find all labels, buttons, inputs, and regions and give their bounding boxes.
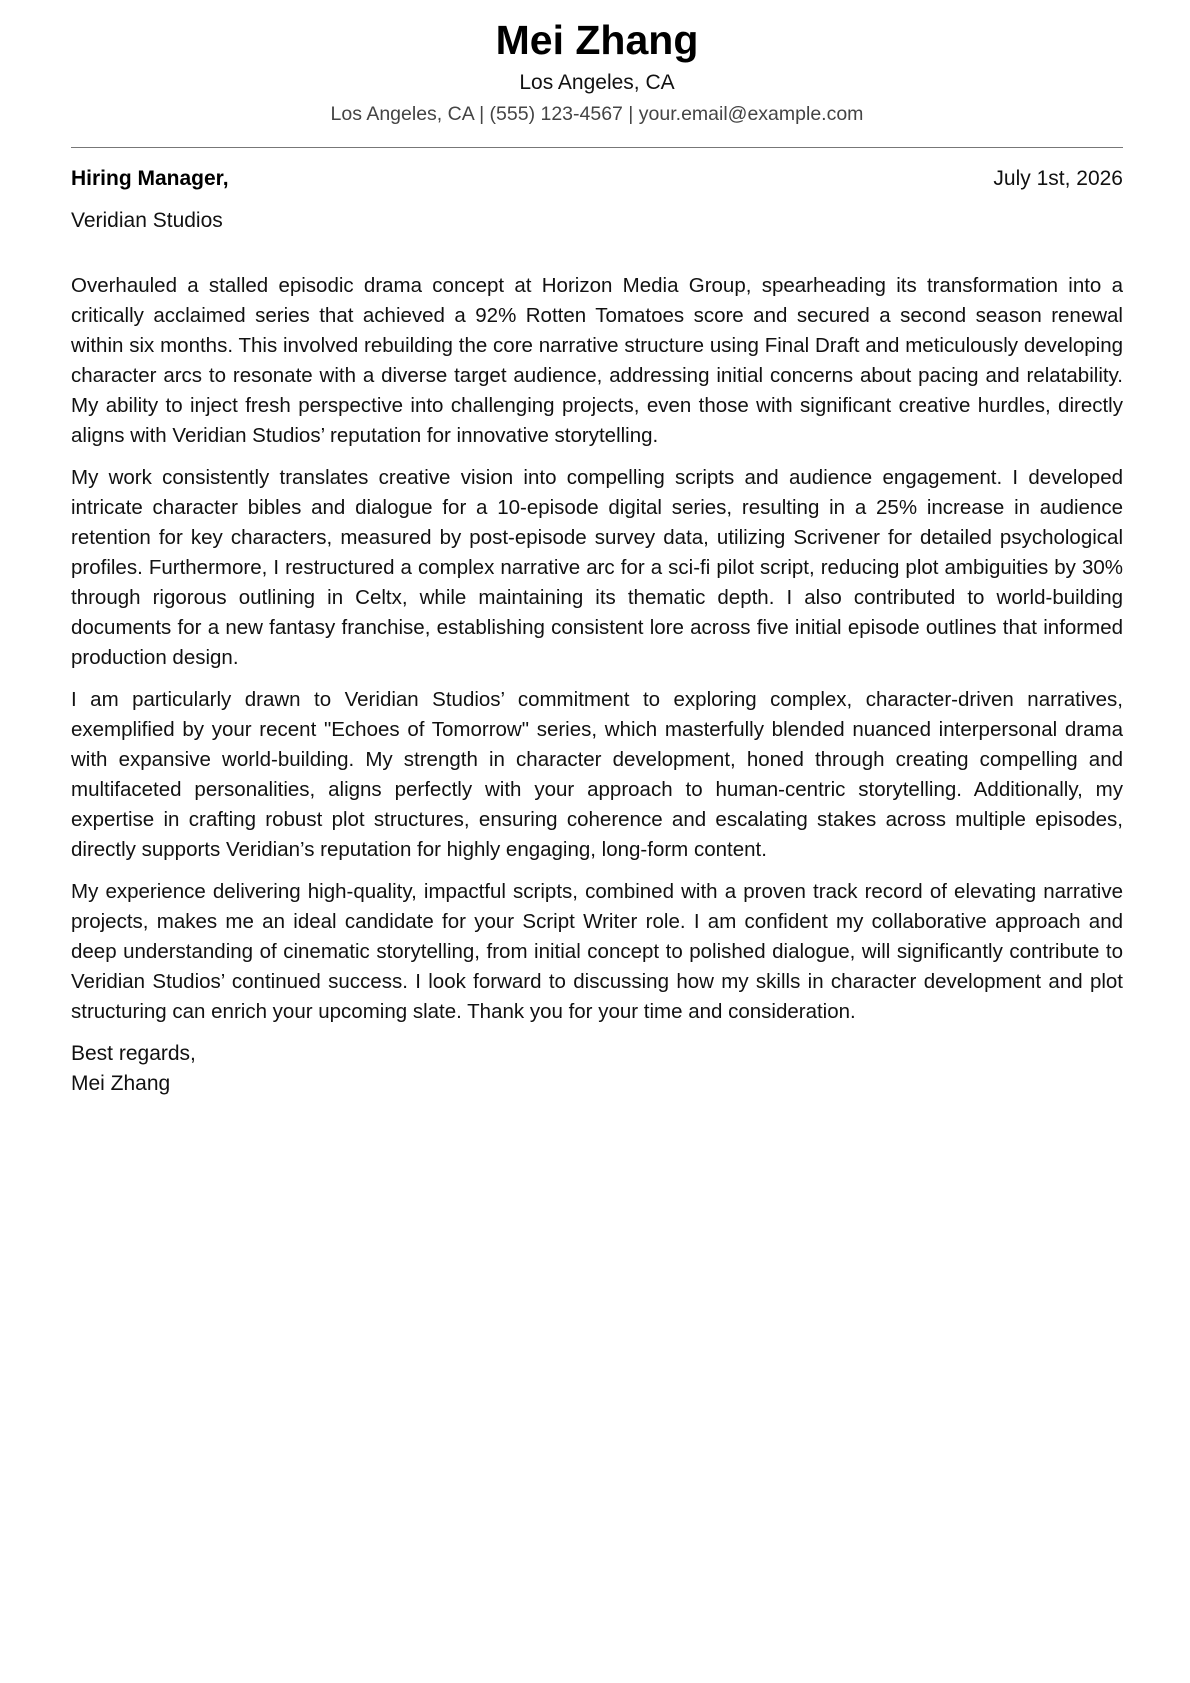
body-paragraph-3: I am particularly drawn to Veridian Studios’ commitment to exploring complex, character-driven narratives, exemplified by your recent "Echoes of Tomorrow" series, which masterfully blended nuanced interpersonal drama with expansive world-building. My strength in character development, honed through creating compelling and multifaceted personalities, aligns perfectly with your approach to human-centric storytelling. Additionally, my expertise in crafting robust plot structures, ensuring coherence and escalating stakes across multiple episodes, directly supports Veridian’s reputation for highly engaging, long-form content. — [71, 688, 1123, 861]
body-paragraph-1: Overhauled a stalled episodic drama concept at Horizon Media Group, spearheading its transformation into a critically acclaimed series that achieved a 92% Rotten Tomatoes score and secured a second season renewal within six months. This involved rebuilding the core narrative structure using Final Draft and meticulously developing character arcs to resonate with a diverse target audience, addressing initial concerns about pacing and relatability. My ability to inject fresh perspective into challenging projects, even those with significant creative hurdles, directly aligns with Veridian Studios’ reputation for innovative storytelling. — [71, 274, 1123, 447]
recipient-date-row — [71, 165, 1123, 193]
body-paragraph-2: My work consistently translates creative vision into compelling scripts and audience engagement. I developed intricate character bibles and dialogue for a 10-episode digital series, resulting in a 25% increase in audience retention for key characters, measured by post-episode survey data, utilizing Scrivener for detailed psychological profiles. Furthermore, I restructured a complex narrative arc for a sci-fi pilot script, reducing plot ambiguities by 30% through rigorous outlining in Celtx, while maintaining its thematic depth. I also contributed to world-building documents for a new fantasy franchise, establishing consistent lore across five initial episode outlines that informed production design. — [71, 466, 1123, 669]
cover-letter-page — [71, 0, 1123, 1099]
recipient-salutation: Hiring Manager, — [71, 167, 229, 190]
closing-block — [71, 1039, 1123, 1099]
closing-phrase: Best regards, — [71, 1042, 196, 1065]
letter-body — [71, 271, 1123, 1027]
contact-line: Los Angeles, CA | (555) 123-4567 | your.email@example.com — [330, 103, 864, 125]
header-divider — [71, 147, 1123, 148]
letter-header — [71, 0, 1123, 127]
signature-name: Mei Zhang — [71, 1072, 171, 1095]
letter-date: July 1st, 2026 — [993, 167, 1123, 190]
company-name: Veridian Studios — [71, 209, 223, 232]
applicant-location: Los Angeles, CA — [519, 71, 675, 94]
body-paragraph-4: My experience delivering high-quality, impactful scripts, combined with a proven track record of elevating narrative projects, makes me an ideal candidate for your Script Writer role. I am confident my collaborative approach and deep understanding of cinematic storytelling, from initial concept to polished dialogue, will significantly contribute to Veridian Studios’ continued success. I look forward to discussing how my skills in character development and plot structuring can enrich your upcoming slate. Thank you for your time and consideration. — [71, 880, 1123, 1023]
applicant-name: Mei Zhang — [495, 17, 699, 63]
